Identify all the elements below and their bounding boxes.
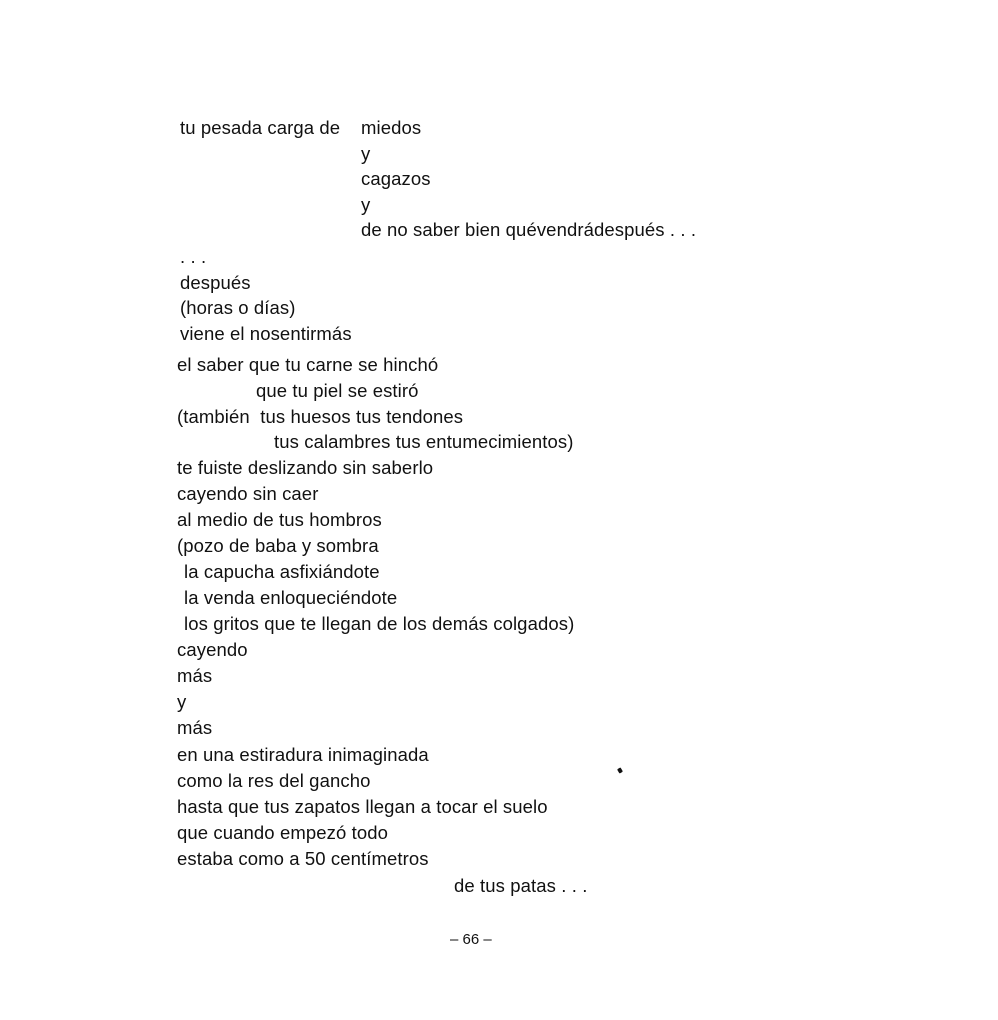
- poem-line: cayendo: [177, 639, 248, 660]
- poem-line: de tus patas . . .: [454, 875, 588, 896]
- poem-line: cayendo sin caer: [177, 483, 319, 504]
- poem-line: como la res del gancho: [177, 770, 371, 791]
- poem-line: y: [361, 194, 371, 215]
- poem-line: hasta que tus zapatos llegan a tocar el suelo: [177, 796, 548, 817]
- poem-line: (horas o días): [180, 297, 296, 318]
- poem-line: (también tus huesos tus tendones: [177, 406, 464, 427]
- poem-line: estaba como a 50 centímetros: [177, 848, 429, 869]
- poem-line: tu pesada carga de: [180, 117, 341, 138]
- poem-line: viene el nosentirmás: [180, 323, 352, 344]
- poem-line: cagazos: [361, 168, 431, 189]
- poem-line: que cuando empezó todo: [177, 822, 389, 843]
- poem-line: . . .: [180, 246, 207, 267]
- poem-line: la capucha asfixiándote: [184, 561, 380, 582]
- poem-line: la venda enloqueciéndote: [184, 587, 398, 608]
- poem-line: los gritos que te llegan de los demás colgados): [184, 613, 575, 634]
- poem-line: en una estiradura inimaginada: [177, 744, 429, 765]
- poem-line: de no saber bien quévendrádespués . . .: [361, 219, 697, 240]
- page-number: – 66 –: [450, 931, 492, 948]
- poem-line: que tu piel se estiró: [256, 380, 419, 401]
- poem-line: al medio de tus hombros: [177, 509, 382, 530]
- poem-line: y: [177, 691, 187, 712]
- poem-line: te fuiste deslizando sin saberlo: [177, 457, 434, 478]
- poem-line: (pozo de baba y sombra: [177, 535, 379, 556]
- poem-line: después: [180, 272, 251, 293]
- poem-line: el saber que tu carne se hinchó: [177, 354, 439, 375]
- poem-line: miedos: [361, 117, 422, 138]
- ink-speck: [617, 767, 623, 773]
- poem-line: y: [361, 143, 371, 164]
- poem-line: tus calambres tus entumecimientos): [274, 431, 574, 452]
- poem-line: más: [177, 717, 213, 738]
- poem-line: más: [177, 665, 213, 686]
